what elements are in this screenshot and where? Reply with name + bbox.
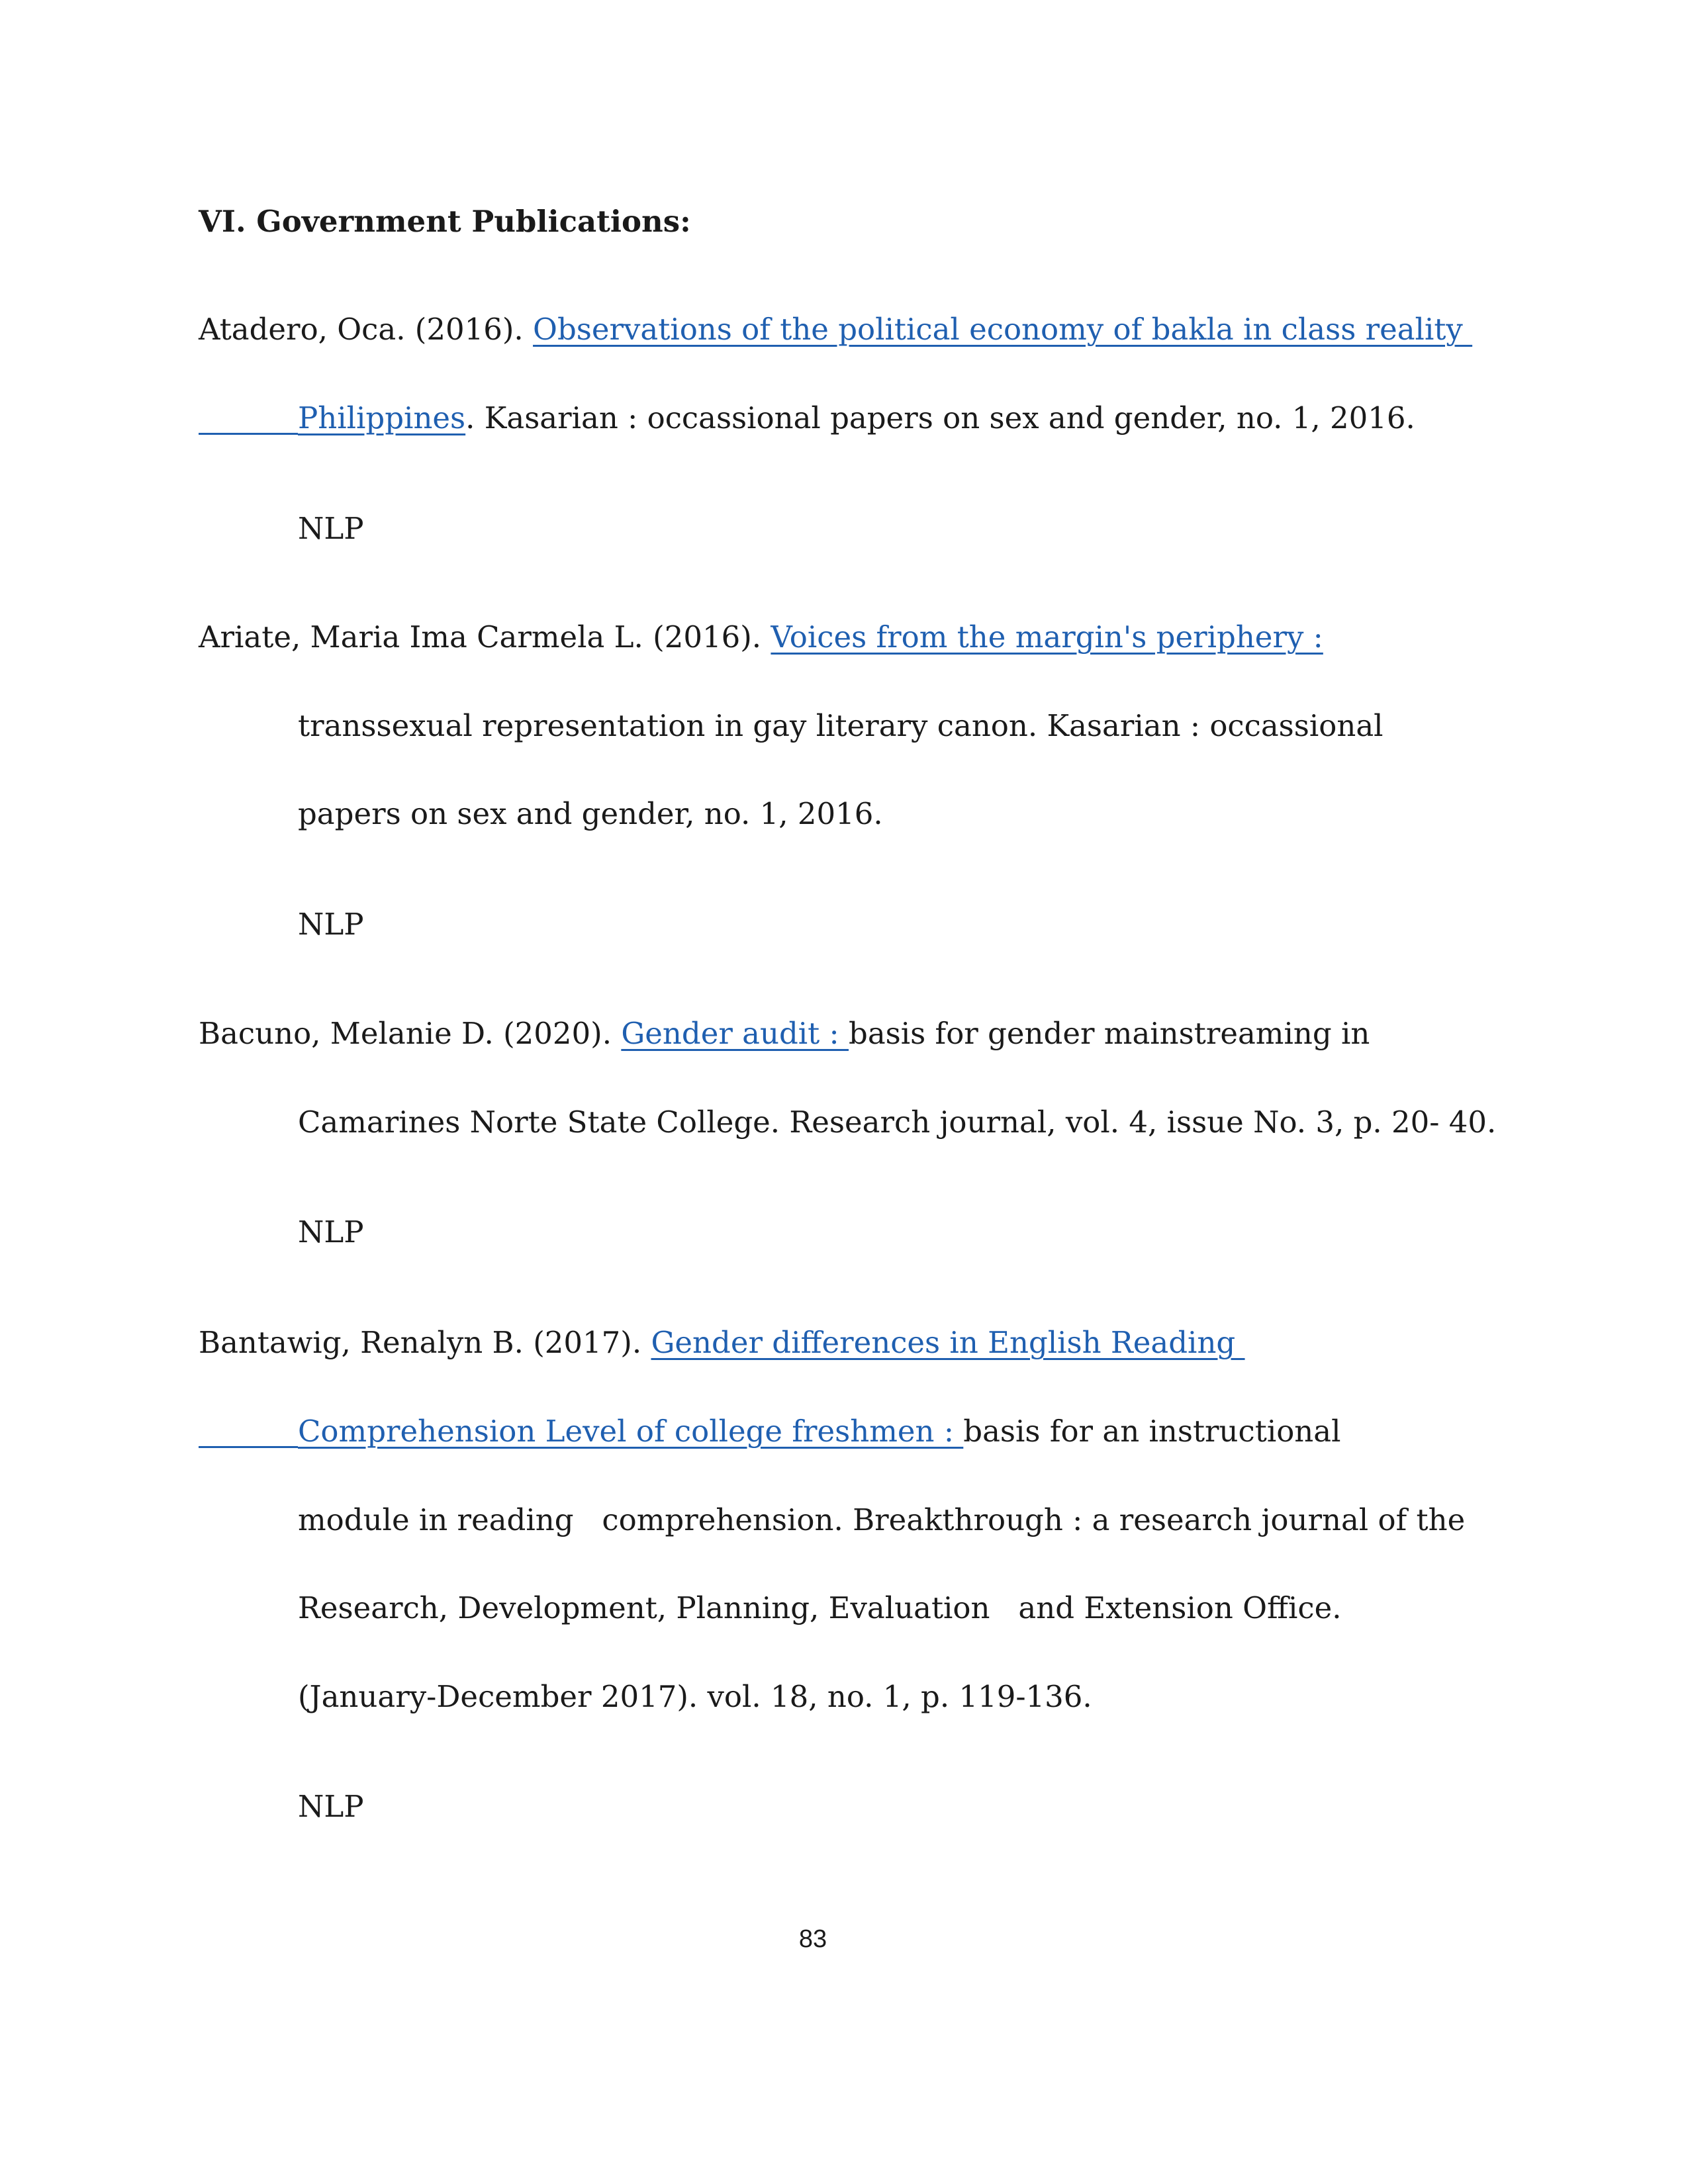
link-underline-leader	[199, 1446, 298, 1448]
reference-entry-ariate	[199, 617, 1323, 657]
reference-entry-bacuno	[199, 1014, 1370, 1054]
reference-continuation: Research, Development, Planning, Evaluation and Extension Office.	[298, 1590, 1342, 1625]
link-underline-leader	[199, 433, 298, 435]
reference-author-year: Ariate, Maria Ima Carmela L. (2016).	[199, 619, 771, 655]
reference-title-link-continuation[interactable]: Comprehension Level of college freshmen :	[298, 1414, 964, 1449]
reference-entry-bantawig	[199, 1323, 1245, 1363]
reference-entry-atadero	[199, 310, 1472, 349]
reference-title-link[interactable]: Gender audit :	[621, 1016, 849, 1051]
reference-continuation	[298, 398, 1415, 438]
reference-title-link-continuation[interactable]: Philippines	[298, 400, 466, 435]
reference-title-link[interactable]: Gender differences in English Reading	[651, 1325, 1245, 1360]
reference-source: NLP	[298, 1214, 364, 1250]
reference-title-rest: basis for an instructional	[963, 1414, 1341, 1449]
reference-continuation	[298, 1412, 1341, 1451]
reference-title-rest: basis for gender mainstreaming in	[849, 1016, 1370, 1051]
section-heading: VI. Government Publications:	[199, 204, 691, 239]
reference-author-year: Bantawig, Renalyn B. (2017).	[199, 1325, 651, 1360]
reference-source: NLP	[298, 1789, 364, 1824]
reference-author-year: Bacuno, Melanie D. (2020).	[199, 1016, 622, 1051]
reference-title-link[interactable]: Voices from the margin's periphery :	[771, 619, 1323, 655]
reference-author-year: Atadero, Oca. (2016).	[199, 312, 534, 347]
reference-continuation: module in reading comprehension. Breakthrough : a research journal of the	[298, 1502, 1466, 1537]
reference-continuation: Camarines Norte State College. Research journal, vol. 4, issue No. 3, p. 20- 40.	[298, 1105, 1497, 1140]
reference-publication: . Kasarian : occassional papers on sex and gender, no. 1, 2016.	[465, 400, 1415, 435]
reference-continuation: papers on sex and gender, no. 1, 2016.	[298, 796, 883, 831]
reference-title-link[interactable]: Observations of the political economy of bakla in class reality	[533, 312, 1473, 347]
reference-source: NLP	[298, 907, 364, 942]
reference-continuation: (January-December 2017). vol. 18, no. 1, p. 119-136.	[298, 1679, 1092, 1714]
page-number: 83	[798, 1925, 827, 1953]
reference-continuation: transsexual representation in gay literary canon. Kasarian : occassional	[298, 708, 1383, 743]
reference-source: NLP	[298, 511, 364, 546]
